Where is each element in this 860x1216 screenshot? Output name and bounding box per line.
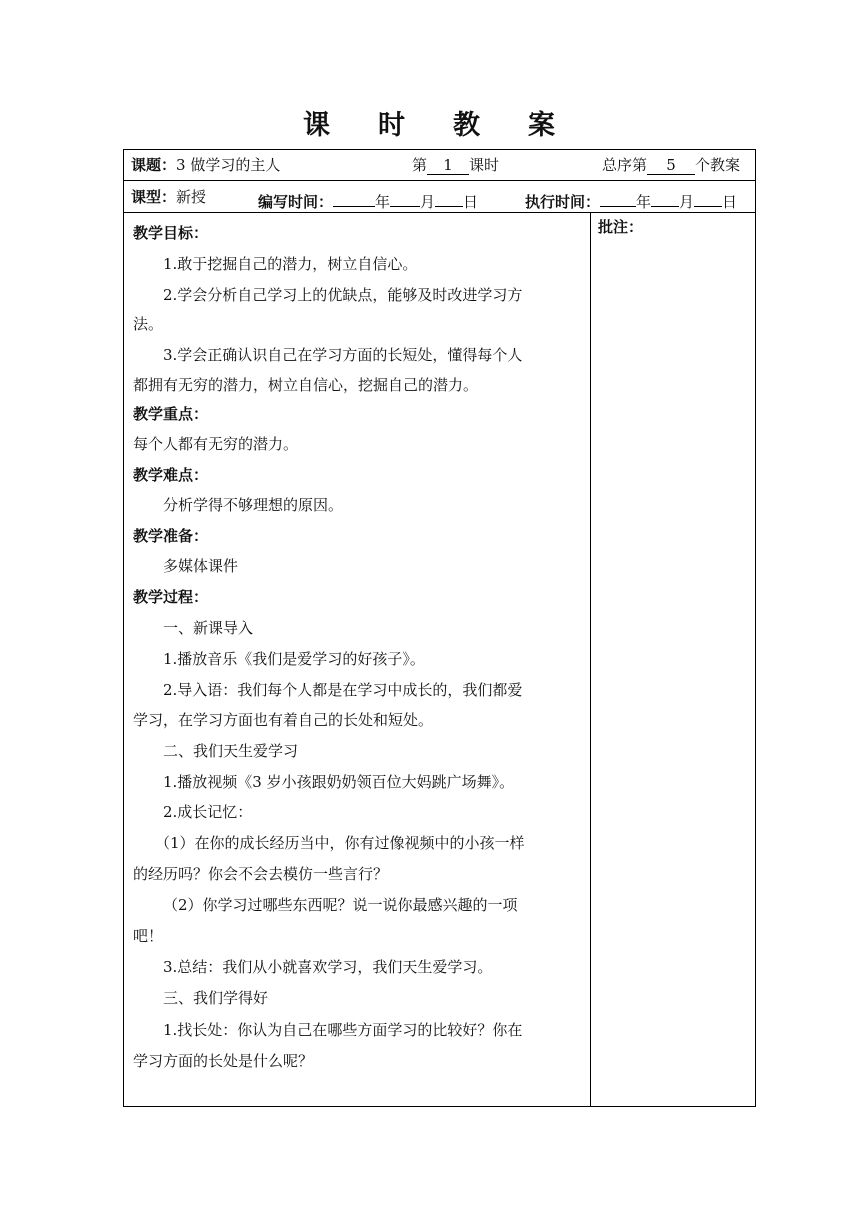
table-divider bbox=[123, 180, 756, 181]
content-line: （1）在你的成长经历当中，你有过像视频中的小孩一样 bbox=[155, 834, 525, 852]
write-month-blank[interactable] bbox=[390, 187, 420, 207]
title-char: 案 bbox=[528, 110, 557, 141]
month-label: 月 bbox=[420, 193, 436, 211]
content-line: 1.敢于挖掘自己的潜力，树立自信心。 bbox=[163, 255, 418, 273]
content-line: 三、我们学得好 bbox=[163, 989, 269, 1007]
exec-time-field bbox=[525, 187, 737, 212]
seq-suffix: 个教案 bbox=[695, 156, 741, 174]
table-divider bbox=[123, 212, 756, 213]
exec-time-label: 执行时间： bbox=[525, 193, 601, 211]
content-line: 1.播放音乐《我们是爱学习的好孩子》。 bbox=[163, 650, 425, 668]
content-line: 二、我们天生爱学习 bbox=[163, 742, 299, 760]
content-line: 一、新课导入 bbox=[163, 619, 254, 637]
title-char: 课 bbox=[303, 110, 332, 141]
period-number: 1 bbox=[427, 155, 469, 175]
section-heading: 教学重点： bbox=[133, 405, 209, 423]
content-line: 3.总结：我们从小就喜欢学习，我们天生爱学习。 bbox=[163, 958, 493, 976]
year-label: 年 bbox=[375, 193, 391, 211]
month-label: 月 bbox=[679, 193, 695, 211]
write-time-field bbox=[258, 187, 478, 212]
title-char: 时 bbox=[378, 110, 407, 141]
content-line: 2.导入语：我们每个人都是在学习中成长的，我们都爱 bbox=[163, 681, 523, 699]
content-line: 吧！ bbox=[133, 927, 164, 945]
write-day-blank[interactable] bbox=[435, 187, 463, 207]
section-heading: 教学准备： bbox=[133, 527, 209, 545]
day-label: 日 bbox=[722, 193, 738, 211]
content-line: （2）你学习过哪些东西呢？说一说你最感兴趣的一项 bbox=[163, 896, 518, 914]
topic-value: 3 做学习的主人 bbox=[176, 156, 281, 174]
content-line: 1.播放视频《3 岁小孩跟奶奶领百位大妈跳广场舞》。 bbox=[163, 773, 515, 791]
topic-label: 课题： bbox=[131, 156, 177, 174]
exec-year-blank[interactable] bbox=[600, 187, 636, 207]
period-prefix: 第 bbox=[412, 156, 428, 174]
period-suffix: 课时 bbox=[469, 156, 500, 174]
notes-label: 批注： bbox=[598, 218, 644, 236]
year-label: 年 bbox=[636, 193, 652, 211]
header-row-1 bbox=[131, 155, 280, 175]
content-line: 法。 bbox=[133, 315, 164, 333]
content-line: 的经历吗？你会不会去模仿一些言行？ bbox=[133, 865, 389, 883]
day-label: 日 bbox=[463, 193, 479, 211]
content-line: 每个人都有无穷的潜力。 bbox=[133, 435, 299, 453]
content-line: 1.找长处：你认为自己在哪些方面学习的比较好？你在 bbox=[163, 1021, 523, 1039]
page-title bbox=[0, 103, 860, 142]
content-line: 2.学会分析自己学习上的优缺点，能够及时改进学习方 bbox=[163, 286, 523, 304]
content-line: 学习方面的长处是什么呢？ bbox=[133, 1052, 314, 1070]
exec-day-blank[interactable] bbox=[694, 187, 722, 207]
seq-number: 5 bbox=[647, 155, 695, 175]
notes-column-divider bbox=[590, 212, 591, 1107]
section-heading: 教学目标： bbox=[133, 224, 209, 242]
sequence-field bbox=[602, 155, 740, 175]
content-line: 3.学会正确认识自己在学习方面的长短处，懂得每个人 bbox=[163, 346, 523, 364]
write-year-blank[interactable] bbox=[333, 187, 375, 207]
title-char: 教 bbox=[453, 110, 482, 141]
section-heading: 教学难点： bbox=[133, 466, 209, 484]
exec-month-blank[interactable] bbox=[651, 187, 679, 207]
write-time-label: 编写时间： bbox=[258, 193, 334, 211]
content-line: 都拥有无穷的潜力，树立自信心，挖掘自己的潜力。 bbox=[133, 376, 479, 394]
content-line: 2.成长记忆： bbox=[163, 803, 253, 821]
content-line: 分析学得不够理想的原因。 bbox=[163, 496, 344, 514]
seq-prefix: 总序第 bbox=[602, 156, 648, 174]
section-heading: 教学过程： bbox=[133, 588, 209, 606]
period-field bbox=[412, 155, 499, 175]
header-row-2 bbox=[131, 187, 206, 207]
content-line: 学习，在学习方面也有着自己的长处和短处。 bbox=[133, 711, 434, 729]
type-label: 课型： bbox=[131, 188, 177, 206]
type-value: 新授 bbox=[176, 188, 207, 206]
content-line: 多媒体课件 bbox=[163, 557, 239, 575]
